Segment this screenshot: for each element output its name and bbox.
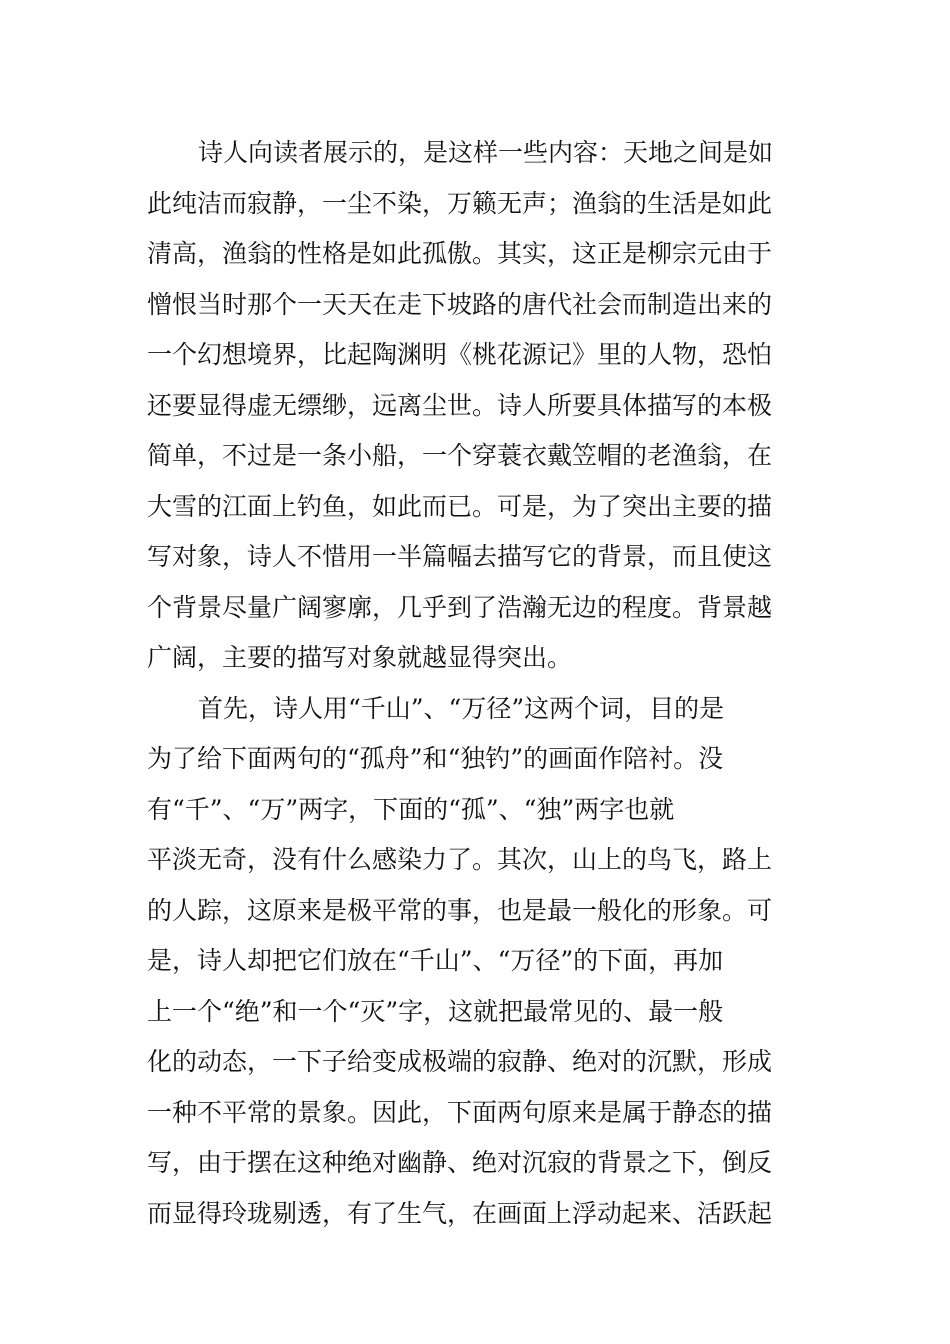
paragraph-line: 的人踪，这原来是极平常的事，也是最一般化的形象。可 [147, 895, 773, 925]
document-body [147, 128, 811, 1239]
paragraph-1 [147, 128, 811, 684]
paragraph-line: 简单，不过是一条小船，一个穿蓑衣戴笠帽的老渔翁，在 [147, 441, 773, 470]
paragraph-line: 还要显得虚无缥缈，远离尘世。诗人所要具体描写的本极 [147, 390, 773, 420]
paragraph-line: 平淡无奇，没有什么感染力了。其次，山上的鸟飞，路上 [147, 845, 773, 874]
paragraph-line: 清高，渔翁的性格是如此孤傲。其实，这正是柳宗元由于 [147, 239, 773, 268]
paragraph-line: 诗人向读者展示的，是这样一些内容：天地之间是如 [198, 138, 774, 167]
paragraph-line: 而显得玲珑剔透，有了生气，在画面上浮动起来、活跃起 [147, 1198, 773, 1228]
paragraph-line: 有“千”、“万”两字，下面的“孤”、“独”两字也就 [147, 794, 675, 824]
paragraph-line: 是，诗人却把它们放在“千山”、“万径”的下面，再加 [147, 946, 724, 975]
paragraph-2 [147, 684, 811, 1240]
paragraph-line: 写，由于摆在这种绝对幽静、绝对沉寂的背景之下，倒反 [147, 1148, 773, 1177]
paragraph-line: 此纯洁而寂静，一尘不染，万籁无声；渔翁的生活是如此 [147, 188, 773, 218]
paragraph-line: 广阔，主要的描写对象就越显得突出。 [147, 643, 573, 672]
paragraph-line: 首先，诗人用“千山”、“万径”这两个词，目的是 [198, 693, 725, 723]
paragraph-line: 大雪的江面上钓鱼，如此而已。可是，为了突出主要的描 [147, 491, 773, 521]
paragraph-line: 上一个“绝”和一个“灭”字，这就把最常见的、最一般 [147, 996, 724, 1026]
paragraph-line: 一种不平常的景象。因此，下面两句原来是属于静态的描 [147, 1097, 773, 1127]
paragraph-line: 一个幻想境界，比起陶渊明《桃花源记》里的人物，恐怕 [147, 340, 773, 369]
paragraph-line: 写对象，诗人不惜用一半篇幅去描写它的背景，而且使这 [147, 542, 773, 571]
paragraph-line: 憎恨当时那个一天天在走下坡路的唐代社会而制造出来的 [147, 289, 773, 319]
paragraph-line: 化的动态，一下子给变成极端的寂静、绝对的沉默，形成 [147, 1047, 773, 1076]
paragraph-line: 为了给下面两句的“孤舟”和“独钓”的画面作陪衬。没 [147, 744, 724, 773]
paragraph-line: 个背景尽量广阔寥廓，几乎到了浩瀚无边的程度。背景越 [147, 592, 773, 622]
